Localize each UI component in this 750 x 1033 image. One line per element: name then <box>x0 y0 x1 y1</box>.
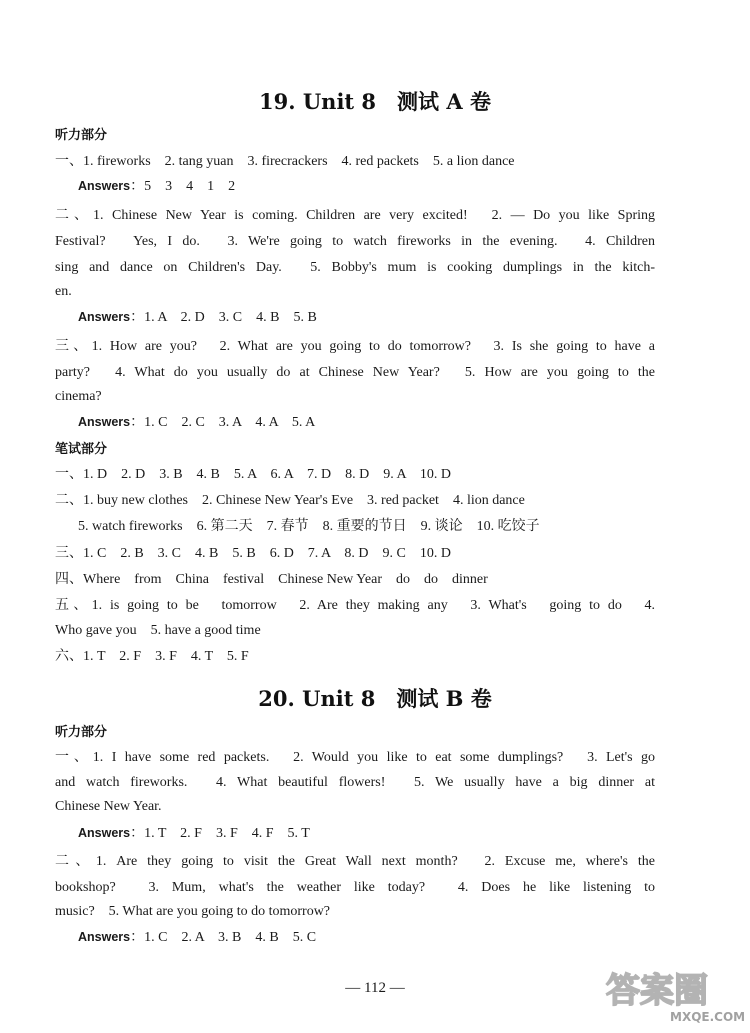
unit20-listening-q1-line2: and watch fireworks. 4. What beautiful flowers! 5. We usually have a big dinner at <box>55 775 655 790</box>
unit20-listening-q2-line3: music? 5. What are you going to do tomorrow? <box>55 904 331 919</box>
unit19-listening-q3-answers <box>78 413 678 432</box>
watermark-logo <box>600 964 745 1026</box>
page-number: — 112 — <box>345 980 405 996</box>
svg-text:答案圈: 答案圈 <box>606 971 708 1011</box>
unit19-listening-heading: 听力部分 <box>55 128 108 143</box>
unit19-listening-q3-line3: cinema? <box>55 389 102 404</box>
unit20-listening-q2-answers <box>78 928 678 947</box>
unit20-title: 20. Unit 8 测试 B 卷 <box>258 686 492 711</box>
unit19-written-heading: 笔试部分 <box>55 442 108 457</box>
answers-label: Answers <box>78 415 131 429</box>
unit19-listening-q2-line2: Festival? Yes, I do. 3. We're going to watch fireworks in the evening. 4. Children <box>55 234 655 249</box>
unit19-title: 19. Unit 8 测试 A 卷 <box>259 89 491 114</box>
unit19-written-q6: 六、1. T 2. F 3. F 4. T 5. F <box>55 649 249 664</box>
answers-values: ：1. A 2. D 3. C 4. B 5. B <box>130 310 317 325</box>
unit19-listening-q2-line4: en. <box>55 284 72 299</box>
answers-values: ：5 3 4 1 2 <box>130 179 236 194</box>
unit19-listening-q2-answers <box>78 308 678 327</box>
answers-label: Answers <box>78 930 131 944</box>
svg-text:MXQE.COM: MXQE.COM <box>670 1010 745 1024</box>
unit19-listening-q3-line1: 三、1. How are you? 2. What are you going to do tomorrow? 3. Is she going to have a <box>55 339 655 354</box>
unit20-listening-q2-line2: bookshop? 3. Mum, what's the weather like today? 4. Does he like listening to <box>55 880 655 895</box>
unit20-listening-q1-line1: 一、1. I have some red packets. 2. Would you like to eat some dumplings? 3. Let's go <box>55 750 655 765</box>
answers-values: ：1. T 2. F 3. F 4. F 5. T <box>130 826 310 841</box>
unit20-listening-q1-answers <box>78 824 678 843</box>
unit19-written-q5-line1: 五、1. is going to be tomorrow 2. Are they making any 3. What's going to do 4. <box>55 598 655 613</box>
unit20-listening-q1-line3: Chinese New Year. <box>55 799 162 814</box>
unit19-listening-q2-line3: sing and dance on Children's Day. 5. Bobby's mum is cooking dumplings in the kitch- <box>55 260 655 275</box>
unit19-written-q3: 三、1. C 2. B 3. C 4. B 5. B 6. D 7. A 8. D 9. C 10. D <box>55 546 451 561</box>
answers-label: Answers <box>78 179 131 193</box>
unit20-listening-heading: 听力部分 <box>55 725 108 740</box>
answers-values: ：1. C 2. A 3. B 4. B 5. C <box>130 930 317 945</box>
answers-label: Answers <box>78 826 131 840</box>
unit19-written-q5-line2: Who gave you 5. have a good time <box>55 623 261 638</box>
unit19-listening-q1: 一、1. fireworks 2. tang yuan 3. firecrackers 4. red packets 5. a lion dance <box>55 154 515 169</box>
unit19-listening-q2-line1: 二、1. Chinese New Year is coming. Children are very excited! 2. — Do you like Spring <box>55 208 655 223</box>
unit19-written-q1: 一、1. D 2. D 3. B 4. B 5. A 6. A 7. D 8. D 9. A 10. D <box>55 467 451 482</box>
unit19-listening-q3-line2: party? 4. What do you usually do at Chinese New Year? 5. How are you going to the <box>55 365 655 380</box>
unit19-written-q2-line2: 5. watch fireworks 6. 第二天 7. 春节 8. 重要的节日 9. 谈论 10. 吃饺子 <box>78 519 540 534</box>
unit19-written-q2-line1: 二、1. buy new clothes 2. Chinese New Year's Eve 3. red packet 4. lion dance <box>55 493 525 508</box>
unit19-written-q4: 四、Where from China festival Chinese New Year do do dinner <box>55 572 488 587</box>
unit20-listening-q2-line1: 二、1. Are they going to visit the Great Wall next month? 2. Excuse me, where's the <box>55 854 655 869</box>
answers-values: ：1. C 2. C 3. A 4. A 5. A <box>130 415 316 430</box>
unit19-listening-q1-answers <box>78 177 678 196</box>
answers-label: Answers <box>78 310 131 324</box>
